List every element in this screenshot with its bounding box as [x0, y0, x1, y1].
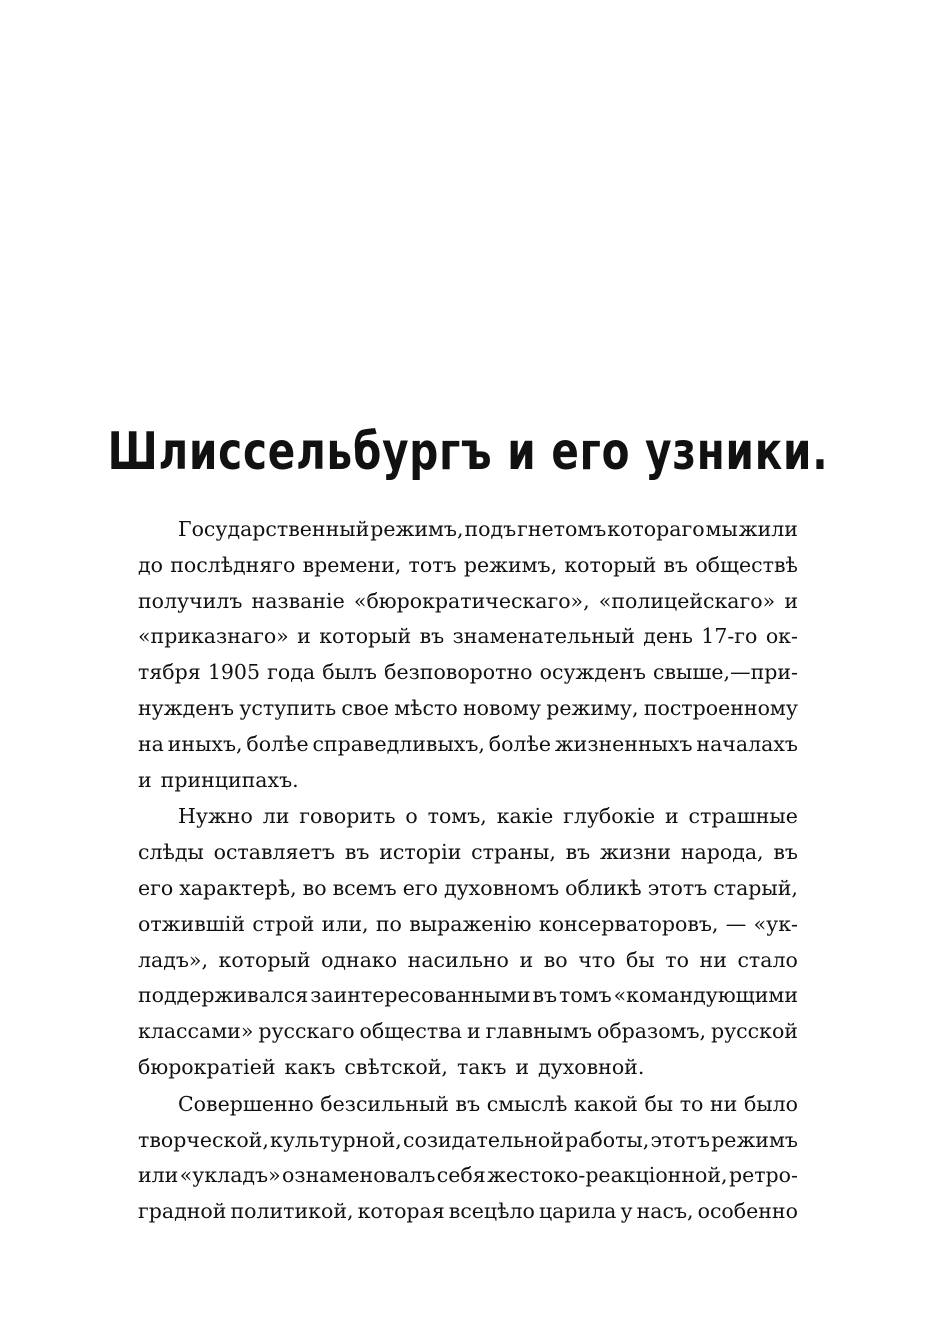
text-line: классами» русскаго общества и главнымъ образомъ, русской: [138, 1019, 798, 1044]
text-line: на иныхъ, болѣе справедливыхъ, болѣе жизненныхъ началахъ: [138, 731, 798, 756]
text-line: бюрократіей какъ свѣтской, такъ и духовной.: [138, 1054, 645, 1079]
text-line: Нужно ли говорить о томъ, какіе глубокіе и страшные: [178, 804, 798, 829]
text-line: поддерживался заинтересованными въ томъ «командующими: [138, 983, 798, 1008]
text-line: до послѣдняго времени, тотъ режимъ, который въ обществѣ: [138, 552, 798, 577]
text-line: получилъ названіе «бюрократическаго», «полицейскаго» и: [138, 588, 798, 613]
text-line: слѣды оставляетъ въ исторіи страны, въ жизни народа, въ: [138, 840, 798, 865]
text-line: тября 1905 года былъ безповоротно осужденъ свыше,—при-: [138, 660, 798, 685]
text-line: его характерѣ, во всемъ его духовномъ обликѣ этотъ старый,: [138, 875, 798, 900]
paragraph-1: [138, 512, 798, 798]
text-line: ладъ», который однако насильно и во что бы то ни стало: [138, 947, 798, 972]
body-text: [138, 512, 798, 1231]
text-line: и принципахъ.: [138, 767, 299, 792]
text-line: Государственный режимъ, подъ гнетомъ котораго мы жили: [178, 517, 798, 541]
text-line: или «укладъ» ознаменовалъ себя жестоко-реакціонной, ретро-: [138, 1163, 798, 1188]
paragraph-2: [138, 799, 798, 1085]
text-line: нужденъ уступить свое мѣсто новому режиму, построенному: [138, 695, 798, 720]
paragraph-3: [138, 1087, 798, 1230]
text-line: отжившій строй или, по выраженію консерваторовъ, — «ук-: [138, 911, 798, 936]
text-line: градной политикой, которая всецѣло царила у насъ, особенно: [138, 1199, 798, 1224]
text-line: творческой, культурной, созидательной работы, этотъ режимъ: [138, 1127, 798, 1152]
text-line: «приказнаго» и который въ знаменательный день 17-го ок-: [138, 624, 798, 649]
document-title: Шлиссельбургъ и его узники.: [107, 422, 829, 482]
text-line: Совершенно безсильный въ смыслѣ какой бы то ни было: [178, 1091, 798, 1116]
